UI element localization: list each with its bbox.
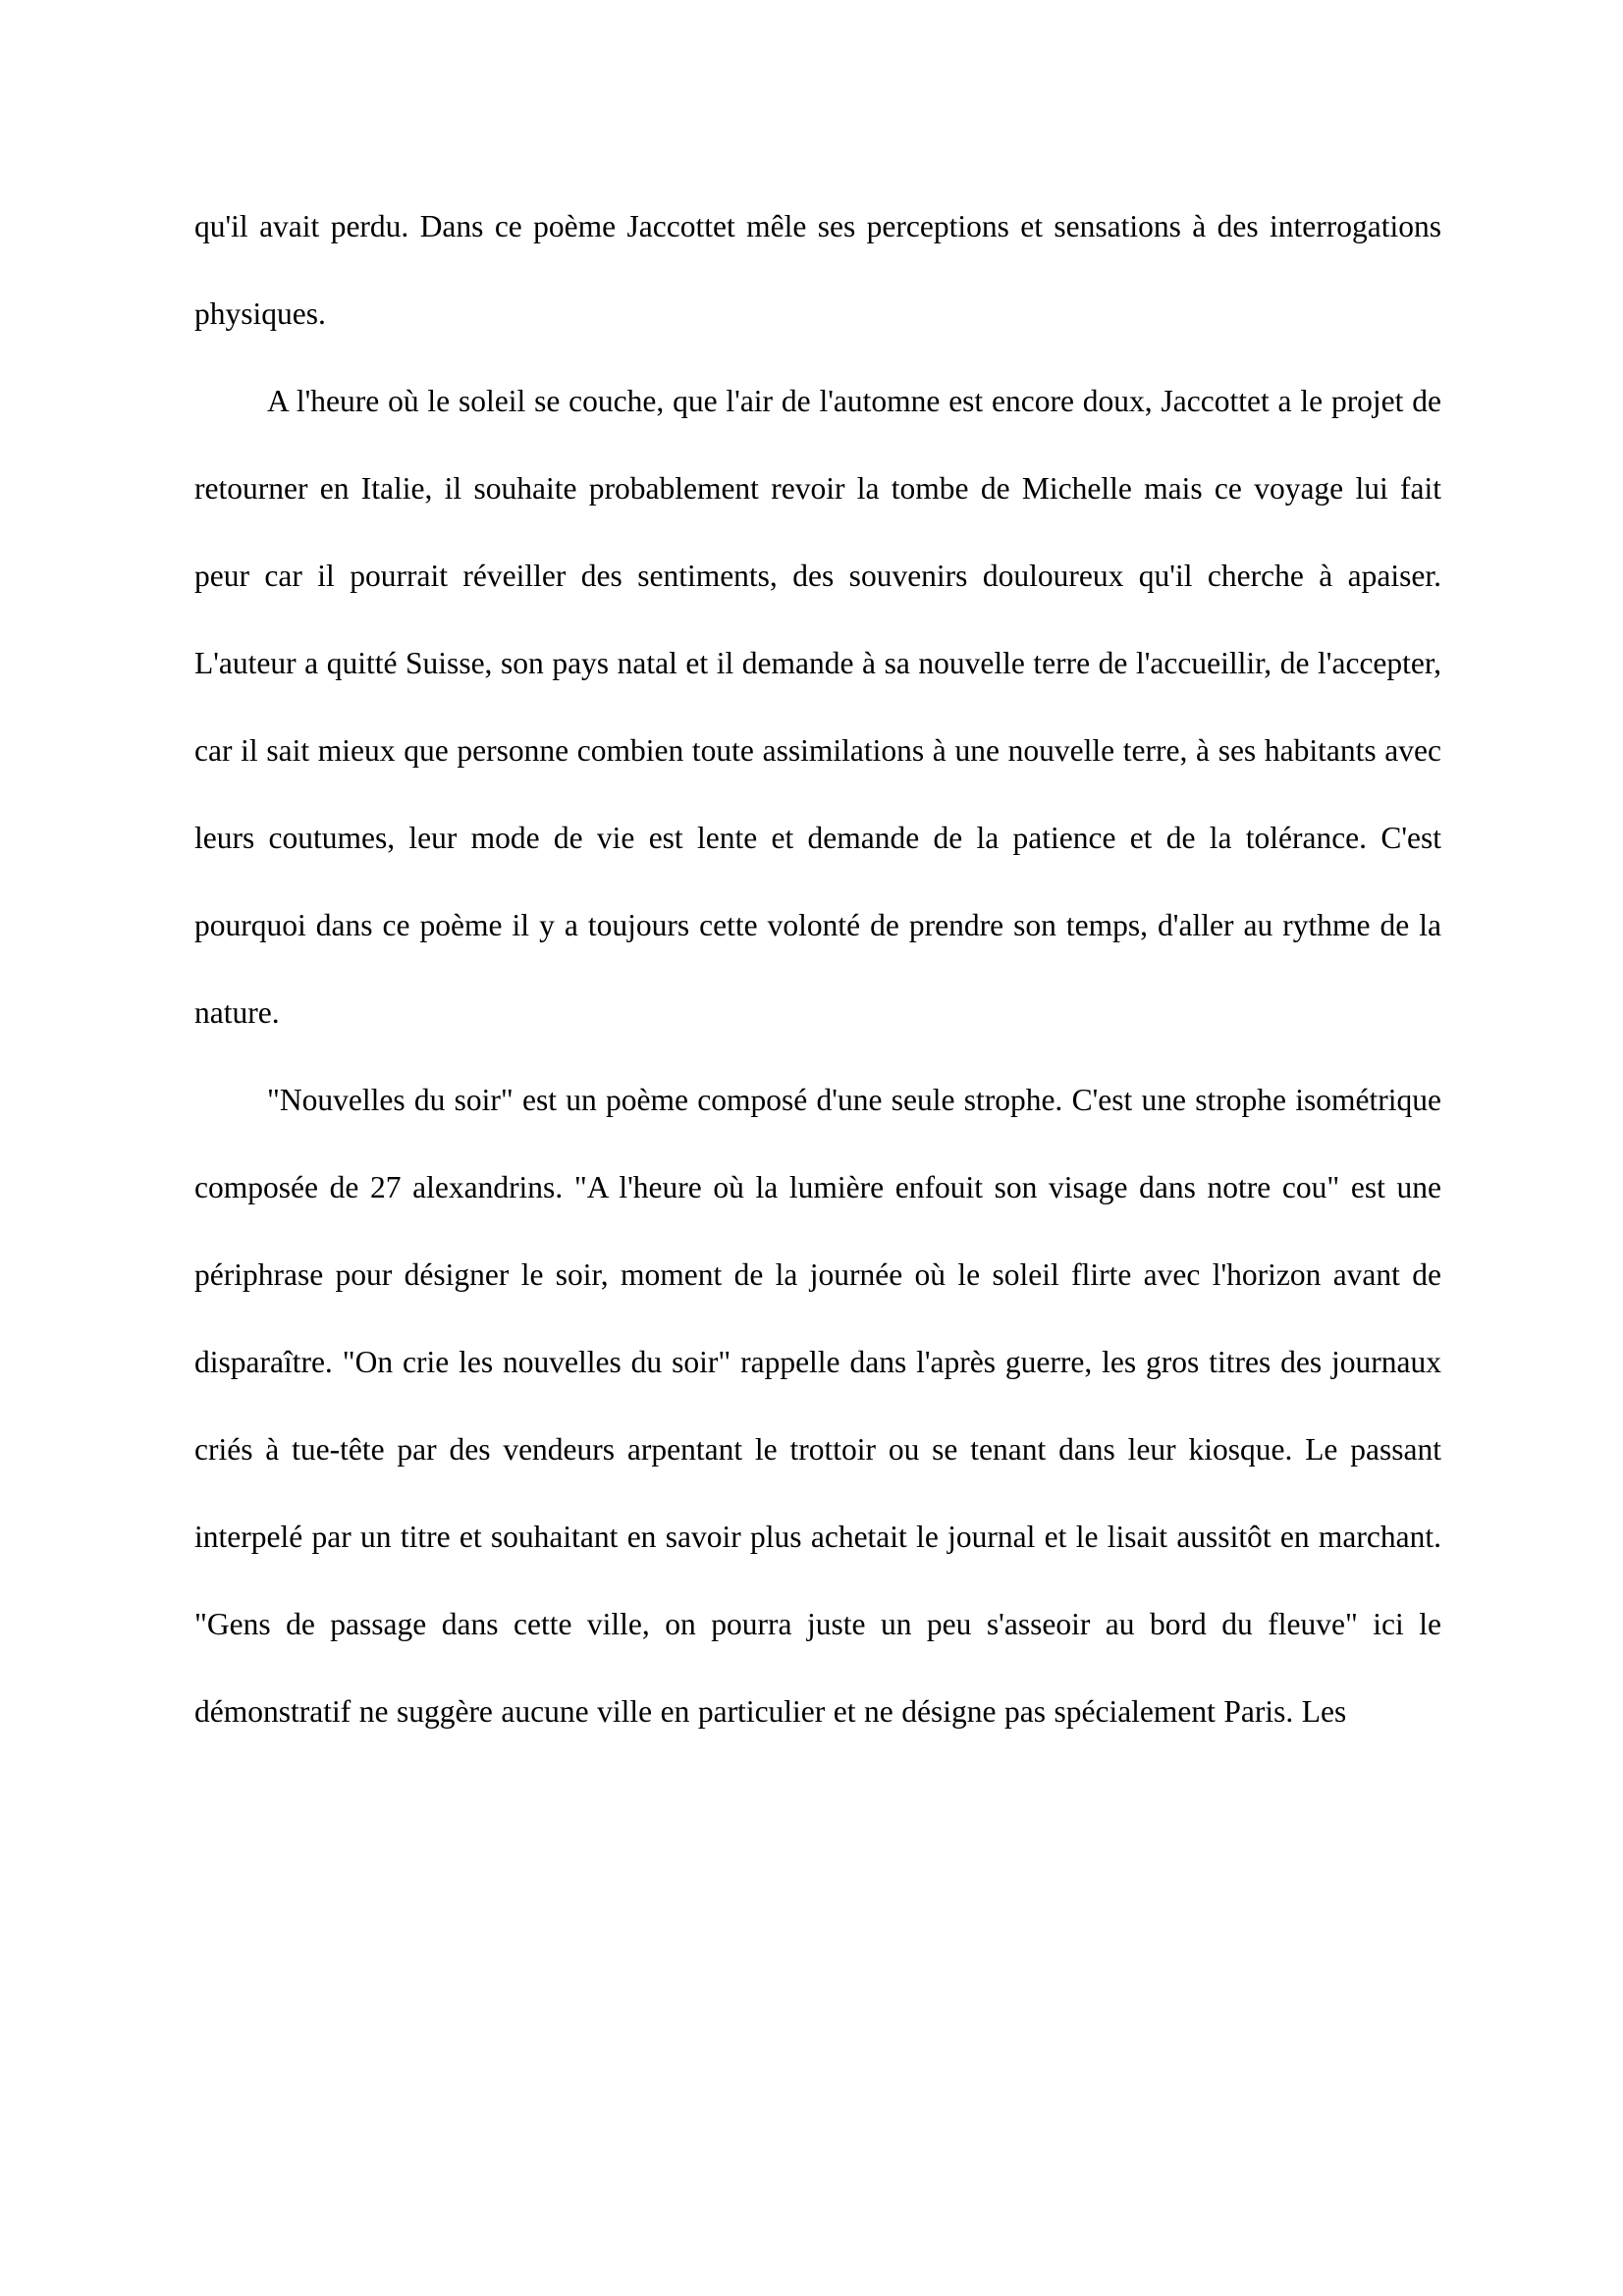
paragraph-1: qu'il avait perdu. Dans ce poème Jaccottet mêle ses perceptions et sensations à des interrogations physiques. [194, 209, 1441, 331]
document-text-column [194, 183, 1441, 1755]
paragraph-3: "Nouvelles du soir" est un poème composé d'une seule strophe. C'est une strophe isométrique composée de 27 alexandrins. "A l'heure où la lumière enfouit son visage dans notre cou" est une périphrase pour désigner le soir, moment de la journée où le soleil flirte avec l'horizon avant de disparaître. "On crie les nouvelles du soir" rappelle dans l'après guerre, les gros titres des journaux criés à tue-tête par des vendeurs arpentant le trottoir ou se tenant dans leur kiosque. Le passant interpelé par un titre et souhaitant en savoir plus achetait le journal et le lisait aussitôt en marchant. "Gens de passage dans cette ville, on pourra juste un peu s'asseoir au bord du fleuve" ici le démonstratif ne suggère aucune ville en particulier et ne désigne pas spécialement Paris. Les [194, 1083, 1441, 1729]
paragraph-2: A l'heure où le soleil se couche, que l'air de l'automne est encore doux, Jaccottet a le projet de retourner en Italie, il souhaite probablement revoir la tombe de Michelle mais ce voyage lui fait peur car il pourrait réveiller des sentiments, des souvenirs douloureux qu'il cherche à apaiser. L'auteur a quitté Suisse, son pays natal et il demande à sa nouvelle terre de l'accueillir, de l'accepter, car il sait mieux que personne combien toute assimilations à une nouvelle terre, à ses habitants avec leurs coutumes, leur mode de vie est lente et demande de la patience et de la tolérance. C'est pourquoi dans ce poème il y a toujours cette volonté de prendre son temps, d'aller au rythme de la nature. [194, 384, 1441, 1030]
